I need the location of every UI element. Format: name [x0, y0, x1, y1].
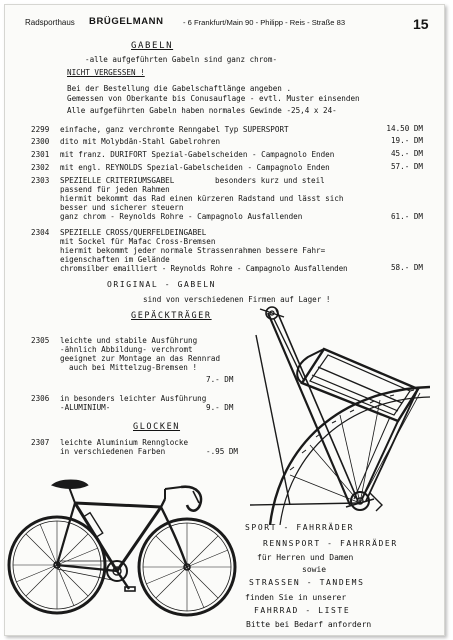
item-line: hiermit bekommt das Rad einen kürzeren Radstand und lässt sich — [60, 194, 344, 203]
advert-line: für Herren und Damen — [257, 553, 354, 562]
item-number: 2300 — [31, 137, 50, 146]
gabeln-note: Alle aufgeführten Gabeln haben normales Gewinde -25,4 x 24- — [67, 106, 337, 115]
item-line: -ALUMINIUM- — [60, 403, 111, 412]
shop-label: Radsporthaus — [25, 18, 75, 27]
glocken-heading: GLOCKEN — [133, 422, 181, 432]
item-price: 9.- DM — [206, 403, 234, 412]
item-line: in besonders leichter Ausführung — [60, 394, 207, 403]
advert-line: FAHRRAD - LISTE — [254, 606, 351, 615]
item-line: passend für jeden Rahmen — [60, 185, 170, 194]
item-price: 45.- DM — [390, 149, 423, 158]
item-price: -.95 DM — [206, 447, 239, 456]
item-line: -ähnlich Abbildung- verchromt — [60, 345, 193, 354]
item-description: mit franz. DURIFORT Spezial-Gabelscheiden - Campagnolo Enden — [60, 150, 335, 159]
racing-bicycle-illustration — [5, 467, 237, 627]
advert-line: finden Sie in unserer — [245, 593, 347, 602]
item-description: mit engl. REYNOLDS Spezial-Gabelscheiden - Campagnolo Enden — [60, 163, 330, 172]
item-line: in verschiedenen Farben — [60, 447, 166, 456]
item-line: leichte und stabile Ausführung — [60, 336, 198, 345]
item-price: 7.- DM — [206, 375, 234, 384]
page-number: 15 — [413, 16, 429, 32]
item-number: 2305 — [31, 336, 50, 345]
gabeln-intro: -alle aufgeführten Gabeln sind ganz chrom- — [85, 55, 278, 64]
item-price: 14.50 DM — [386, 124, 423, 133]
item-line: leichte Aluminium Rennglocke — [60, 438, 189, 447]
item-line: hiermit bekommt jeder normale Strassenrahmen bessere Fahr= — [60, 246, 326, 255]
item-number: 2304 — [31, 228, 50, 237]
item-number: 2302 — [31, 163, 50, 172]
item-price: 58.- DM — [390, 263, 423, 272]
item-description: einfache, ganz verchromte Renngabel Typ SUPERSPORT — [60, 125, 289, 134]
item-title-suffix: besonders kurz und steil — [215, 176, 325, 185]
gabeln-warning: NICHT VERGESSEN ! — [67, 68, 145, 77]
item-line: chromsilber emailliert - Reynolds Rohre - Campagnolo Ausfallenden — [60, 264, 348, 273]
item-number: 2301 — [31, 150, 50, 159]
shop-address: - 6 Frankfurt/Main 90 - Philipp - Reis - Straße 83 — [183, 18, 346, 27]
advert-line: SPORT - FAHRRÄDER — [245, 523, 355, 532]
gabeln-heading: GABELN — [131, 41, 174, 51]
original-gabeln-note: sind von verschiedenen Firmen auf Lager ! — [143, 295, 331, 304]
item-description: dito mit Molybdän-Stahl Gabelrohren — [60, 137, 221, 146]
advert-line: STRASSEN - TANDEMS — [249, 578, 365, 587]
item-price: 57.- DM — [390, 162, 423, 171]
advert-line: RENNSPORT - FAHRRÄDER — [263, 539, 398, 548]
item-price: 61.- DM — [390, 212, 423, 221]
item-line: ganz chrom - Reynolds Rohre - Campagnolo Ausfallenden — [60, 212, 303, 221]
item-line: geeignet zur Montage an das Rennrad — [60, 354, 221, 363]
gabeln-note: Gemessen von Oberkante bis Conusauflage - evtl. Muster einsenden — [67, 94, 360, 103]
item-number: 2303 — [31, 176, 50, 185]
brand-name: BRÜGELMANN — [89, 16, 164, 27]
catalog-page — [4, 4, 445, 636]
item-title: SPEZIELLE CRITERIUMSGABEL — [60, 176, 175, 185]
item-price: 19.- DM — [390, 136, 423, 145]
luggage-rack-illustration — [250, 295, 430, 525]
item-number: 2299 — [31, 125, 50, 134]
original-gabeln-heading: ORIGINAL - GABELN — [107, 280, 217, 289]
item-title: SPEZIELLE CROSS/QUERFELDEINGABEL — [60, 228, 207, 237]
advert-line: Bitte bei Bedarf anfordern — [246, 620, 372, 629]
item-line: eigenschaften im Gelände — [60, 255, 170, 264]
gabeln-note: Bei der Bestellung die Gabelschaftlänge angeben . — [67, 84, 292, 93]
advert-line: sowie — [302, 565, 327, 574]
item-number: 2307 — [31, 438, 50, 447]
item-line: auch bei Mittelzug-Bremsen ! — [69, 363, 198, 372]
item-line: besser und sicherer steuern — [60, 203, 184, 212]
item-line: mit Sockel für Mafac Cross-Bremsen — [60, 237, 216, 246]
item-number: 2306 — [31, 394, 50, 403]
gepaecktraeger-heading: GEPÄCKTRÄGER — [131, 311, 212, 321]
